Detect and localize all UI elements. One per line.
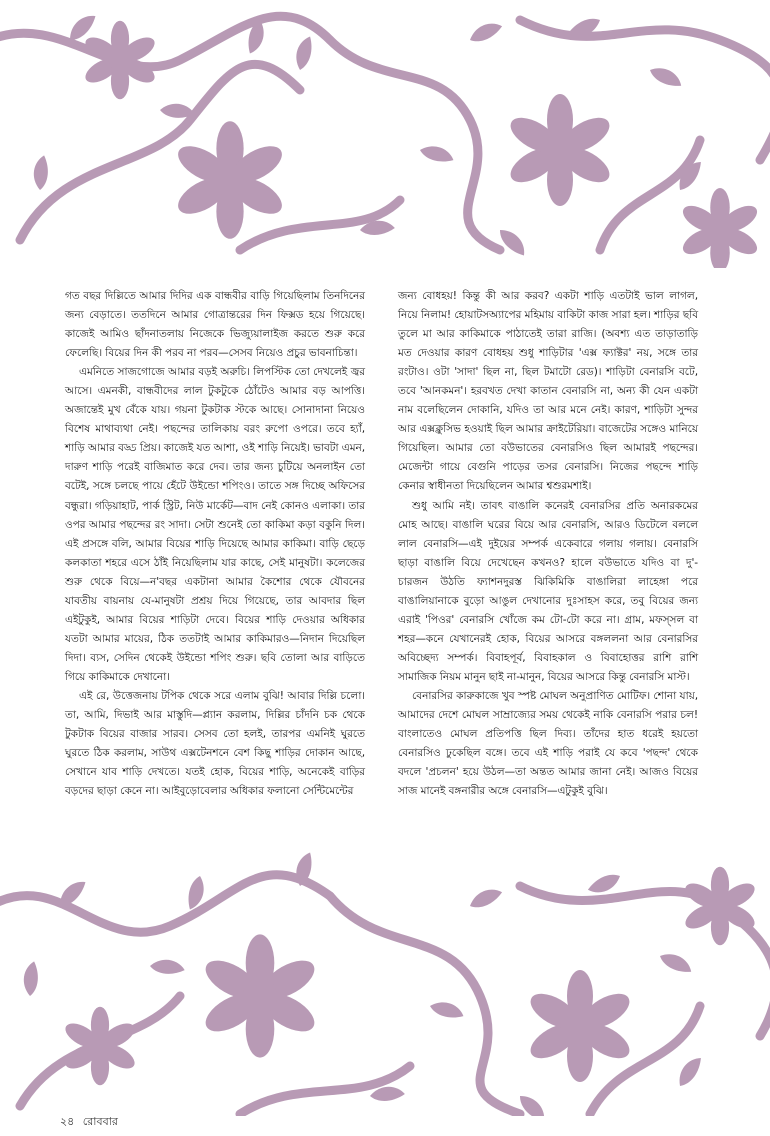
top-floral-pattern bbox=[0, 0, 770, 268]
page-number: ২৪ bbox=[60, 1115, 75, 1128]
article-right-column bbox=[398, 287, 698, 801]
article-paragraph: গত বছর দিল্লিতে আমার দিদির এক বান্ধবীর বাড়ি গিয়েছিলাম তিনদিনের জন্য বেড়াতে। ততদিনে আমার গোত্রান্তরের দিন ফিক্সড হয়ে গিয়েছে। কাজেই আমিও ছাঁদনাতলায় নিজেকে ভিজ্যুয়ালাইজ করতে শুরু করে ফেলেছি। বিয়ের দিন কী পরব না পরব—সেসব নিয়েও প্রচুর ভাবনাচিন্তা। bbox=[65, 290, 365, 360]
bottom-floral-pattern bbox=[0, 846, 770, 1116]
article-paragraph: শুধু আমি নই। তাবৎ বাঙালি কনেরই বেনারসির প্রতি অনারকমের মোহ আছে। বাঙালি ঘরের বিয়ে আর বেনারসি, আরও ডিটেলে বললে লাল বেনারসি—এই দুইয়ের সম্পর্ক একেবারে গলায় গলায়। বেনারসি ছাড়া বাঙালি বিয়ে দেখেছেন কখনও? হালে বউভাতে যদিও বা দু'-চারজন উঠতি ফ্যাশনদুরস্ত ঝিকিমিকি বাঙালিরা লাহেঙ্গা পরে বাঙালিয়ানাকে বুড়ো আঙুল দেখানোর দুঃসাহস করে, তবু বিয়ের জন্য এরাই 'পিওর' বেনারসি খোঁজে কম টো-টো করে না। গ্রাম, মফস্সল বা শহর—কনে যেখানেরই হোক, বিয়ের আসরে বঙ্গললনা আর বেনারসির অবিচ্ছেদ্য সম্পর্ক। বিবাহপূর্ব, বিবাহকাল ও বিবাহোত্তর রাশি রাশি সামাজিক নিয়ম মানুন ছাই না-মানুন, বিয়ের আসরে কিন্তু বেনারসি মাস্ট। bbox=[398, 499, 698, 683]
magazine-name: রোববার bbox=[82, 1115, 118, 1128]
floral-vine-icon bbox=[0, 0, 770, 268]
article-paragraph: এই রে, উত্তেজনায় টপিক থেকে সরে এলাম বুঝি! আবার দিল্লি চলো। তা, আমি, দিভাই আর মাস্তুদি—প্ল্যান করলাম, দিল্লির চাঁদনি চক থেকে টুকটাক বিয়ের বাজার সারব। সেসব তো হলই, তারপর এমনিই ঘুরতে ঘুরতে ঠিক করলাম, সাউথ এক্সটেনশনে বেশ কিছু শাড়ির দোকান আছে, সেখানে যাব শাড়ি দেখতে। যতই হোক, বিয়ের শাড়ি, অনেকেই বাড়ির বড়দের ছাড়া কেনে না। আইবুড়োবেলার অধিকার ফলানো সেন্টিমেন্টের bbox=[65, 689, 365, 798]
article-left-column bbox=[65, 287, 365, 801]
article-paragraph: বেনারসির কারুকাজে খুব স্পষ্ট মোঘল অনুপ্রাণিত মোটিফ। শোনা যায়, আমাদের দেশে মোঘল সাম্রাজ্যের সময় থেকেই নাকি বেনারসি পরার চল! বাংলাতেও মোঘল প্রতিপত্তি ছিল দিব্য। তাঁদের হাত ধরেই হয়তো বেনারসিও ঢুকেছিল বঙ্গে। তবে এই শাড়ি পরাই যে কবে 'পছন্দ' থেকে বদলে 'প্রচলন' হয়ে উঠল—তা অন্তত আমার জানা নেই। আজও বিয়ের সাজ মানেই বঙ্গনারীর অঙ্গে বেনারসি—এটুকুই বুঝি। bbox=[398, 689, 698, 798]
page-footer bbox=[60, 1113, 123, 1132]
floral-vine-icon bbox=[0, 846, 770, 1116]
article-paragraph: এমনিতে সাজগোজে আমার বড়ই অরুচি। লিপস্টিক তো দেখলেই জ্বর আসে। এমনকী, বান্ধবীদের লাল টুকটুকে ঠোঁটেও আমার বড় আপত্তি। অজান্তেই মুখ বেঁকে যায়। গয়না টুকটাক স্টকে আছে। সোনাদানা নিয়েও বিশেষ মাথাব্যথা নেই। পছন্দের তালিকায় বরং রুপো ওপরে। তবে হ্যাঁ, শাড়ি আমার বড্ড প্রিয়। কাজেই যত আশা, ওই শাড়ি নিয়েই। ভাবটা এমন, দারুণ শাড়ি পরেই বাজিমাত করে দেব। তার জন্য চুটিয়ে অনলাইন তো বটেই, সঙ্গে চলছে পায়ে হেঁটে উইন্ডো শপিংও। তাতে সঙ্গ দিচ্ছে অফিসের বন্ধুরা। গড়িয়াহাট, পার্ক স্ট্রিট, নিউ মার্কেট—বাদ নেই কোনও এলাকা। তার ওপর আমার পছন্দের রং সাদা। সেটা শুনেই তো কাকিমা কড়া বকুনি দিল। এই প্রসঙ্গে বলি, আমার বিয়ের শাড়ি দিয়েছে আমার কাকিমা। বাড়ি ছেড়ে কলকাতা শহরে এসে ঠাঁই নিয়েছিলাম যার কাছে, সেই মানুষটা। কলেজের শুরু থেকে বিয়ে—ন'বছর একটানা আমার কৈশোর থেকে যৌবনের যাবতীয় বায়নায় যে-মানুষটা প্রশ্রয় দিয়ে গিয়েছে, তার আবদার ছিল এইটুকুই, আমার বিয়ের শাড়িটা দেবে। বিয়ের শাড়ি দেওয়ার অধিকার যতটা আমার মায়ের, ঠিক ততটাই আমার কাকিমারও—নিদান দিয়েছিল দিদা। ব্যস, সেদিন থেকেই উইন্ডো শপিং শুরু। ছবি তোলা আর বাড়িতে গিয়ে কাকিমাকে দেখানো। bbox=[65, 366, 365, 683]
article-paragraph: জন্য বোধহয়! কিন্তু কী আর করব? একটা শাড়ি এতটাই ভাল লাগল, নিয়ে নিলাম! হোয়াটসঅ্যাপের মহিমায় বাকিটা কাজ সারা হল। শাড়ির ছবি তুলে মা আর কাকিমাকে পাঠাতেই তারা রাজি। (অবশ্য এত তাড়াতাড়ি মত দেওয়ার কারণ বোধহয় শুধু শাড়িটার 'এক্স ফ্যাক্টর' নয়, সঙ্গে তার রংটাও। ওটা 'সাদা' ছিল না, ছিল টমাটো রেড)। শাড়িটা বেনারসি বটে, তবে 'আনকমন'। হরবখত দেখা কাতান বেনারসি না, অন্য কী যেন একটা নাম বলেছিলেন দোকানি, যদিও তা আর মনে নেই। কারণ, শাড়িটা সুন্দর আর এক্সক্লুসিভ হওয়াই ছিল আমার ক্রাইটেরিয়া। বাজেটের সঙ্গেও মানিয়ে গিয়েছিল। আমার তো বউভাতের বেনারসিও ছিল আমারই পছন্দের। মেজেন্টা গায়ে বেগুনি পাড়ের তসর বেনারসি। নিজের পছন্দে শাড়ি কেনার স্বাধীনতা দিয়েছিলেন আমার শ্বশুরমশাই। bbox=[398, 290, 698, 493]
